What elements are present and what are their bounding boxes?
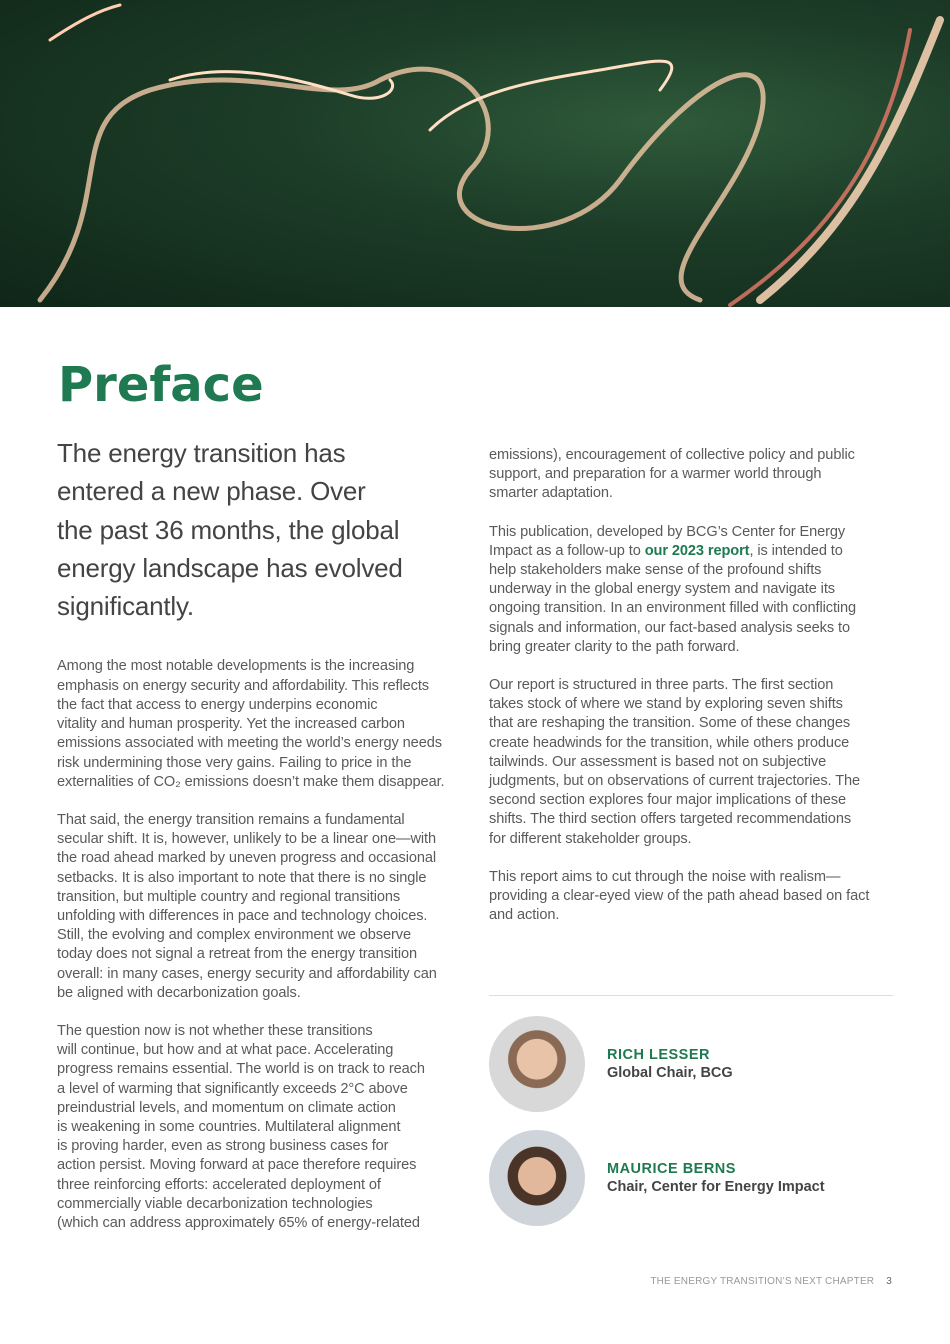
author-name: RICH LESSER: [607, 1047, 710, 1064]
2023-report-link[interactable]: our 2023 report: [644, 542, 750, 559]
author-card: [489, 1130, 914, 1226]
lede-text: The energy transition has entered a new phase. Over the past 36 months, the global energy landscape has evolved significantly.: [57, 438, 403, 622]
right-column: [489, 446, 914, 1226]
right-paragraph: This report aims to cut through the noise with realism— providing a clear-eyed view of the path ahead based on fact and action.: [489, 868, 870, 924]
avatar: [489, 1130, 585, 1226]
page-footer: [650, 1276, 892, 1287]
right-paragraph: emissions), encouragement of collective policy and public support, and preparation for a warmer world through smarter adaptation.: [489, 447, 855, 502]
author-role: Global Chair, BCG: [607, 1065, 733, 1082]
author-role: Chair, Center for Energy Impact: [607, 1179, 825, 1196]
left-column: [57, 356, 469, 1233]
author-card: [489, 1016, 914, 1112]
left-paragraph: The question now is not whether these transitions will continue, but how and at what pace. Accelerating progress remains essential. The world is on track to reach a level of warming that significantly exceeds 2°C above preindustrial levels, and momentum on climate action is weakening in some countries. Multilateral alignment is proving harder, even as strong business cases for action persist. Moving forward at pace therefore requires three reinforcing efforts: accelerated deployment of commercially viable decarbonization technologies (which can address approximately 65% of energy-related: [57, 1022, 425, 1231]
right-paragraph-with-link: [489, 523, 914, 657]
text: , is intended to help stakeholders make sense of the profound shifts underway in the global energy system and navigate its ongoing transition. In an environment filled with conflicting signals and information, our fact-based analysis seeks to bring greater clarity to the path forward.: [489, 542, 857, 655]
left-paragraph: Among the most notable developments is the increasing emphasis on energy security and affordability. This reflects the fact that access to energy underpins economic vitality and human prosperity. Yet the increased carbon emissions associated with meeting the world’s energy needs risk undermining those very gains. Failing to price in the externalities of CO₂ emissions doesn’t make them disappear.: [57, 658, 445, 790]
text: This publication, developed by BCG’s Center for Energy Impact as a follow-up to: [489, 523, 846, 559]
author-name: MAURICE BERNS: [607, 1161, 736, 1178]
hero-photo: [0, 0, 950, 307]
road-light-trails-illustration: [0, 0, 950, 307]
left-paragraph: That said, the energy transition remains a fundamental secular shift. It is, however, unlikely to be a linear one—with the road ahead marked by uneven progress and occasional setbacks. It is also important to note that there is no single transition, but multiple country and regional transitions unfolding with differences in pace and technology choices. Still, the evolving and complex environment we observe today does not signal a retreat from the energy transition overall: in many cases, energy security and affordability can be aligned with decarbonization goals.: [57, 811, 437, 1001]
page-title: Preface: [58, 357, 264, 413]
divider: [489, 995, 893, 996]
right-paragraph: Our report is structured in three parts. The first section takes stock of where we stand by exploring seven shifts that are reshaping the transition. Some of these changes create headwinds for the transition, while others produce tailwinds. Our assessment is based not on subjective judgments, but on observations of current trajectories. The second section explores four major implications of these shifts. The third section offers targeted recommendations for different stakeholder groups.: [489, 677, 861, 847]
avatar: [489, 1016, 585, 1112]
footer-title: THE ENERGY TRANSITION’S NEXT CHAPTER: [650, 1276, 875, 1287]
page-number: 3: [886, 1276, 892, 1287]
